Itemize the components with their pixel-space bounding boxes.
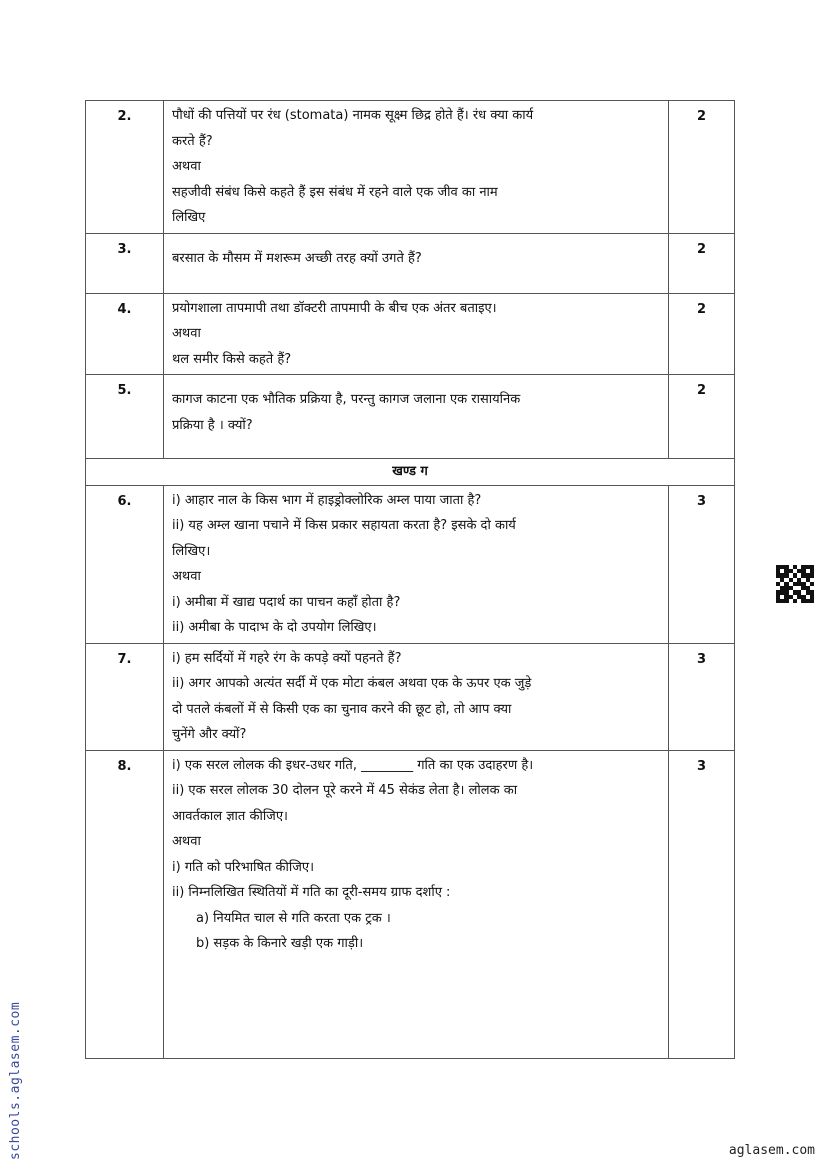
question-line: ii) अगर आपको अत्यंत सर्दी में एक मोटा कंबल अथवा एक के ऊपर एक जुड़े <box>172 676 532 691</box>
or-label: अथवा <box>172 159 201 174</box>
question-line: लिखिए <box>172 210 206 225</box>
watermark-bottom: aglasem.com <box>728 1143 815 1158</box>
question-line: बरसात के मौसम में मशरूम अच्छी तरह क्यों उगते हैं? <box>172 250 422 266</box>
or-label: अथवा <box>172 326 201 341</box>
question-marks: 2 <box>669 375 735 459</box>
qr-code-icon <box>776 565 814 603</box>
question-number: 2. <box>86 101 164 234</box>
question-line: ii) निम्नलिखित स्थितियों में गति का दूरी-समय ग्राफ दर्शाए : <box>172 885 451 900</box>
question-line: i) एक सरल लोलक की इधर-उधर गति, ________ गति का एक उदाहरण है। <box>172 757 534 773</box>
section-heading: खण्ड ग <box>86 459 735 486</box>
question-number: 8. <box>86 750 164 1058</box>
question-line: कागज काटना एक भौतिक प्रक्रिया है, परन्तु कागज जलाना एक रासायनिक <box>172 392 521 407</box>
question-subline: b) सड़क के किनारे खड़ी एक गाड़ी। <box>196 936 364 951</box>
question-line: थल समीर किसे कहते हैं? <box>172 351 292 367</box>
question-line: i) हम सर्दियों में गहरे रंग के कपड़े क्यों पहनते हैं? <box>172 650 402 666</box>
question-marks: 3 <box>669 643 735 750</box>
question-text <box>164 643 669 750</box>
question-text <box>164 375 669 459</box>
question-line: ii) एक सरल लोलक 30 दोलन पूरे करने में 45 सेकंड लेता है। लोलक का <box>172 783 518 798</box>
question-row-4 <box>86 293 735 375</box>
question-line: करते हैं? <box>172 133 213 149</box>
question-text <box>164 750 669 1058</box>
question-table <box>85 100 735 1059</box>
question-line: चुनेंगे और क्यों? <box>172 727 247 742</box>
question-text <box>164 485 669 643</box>
question-line: ii) यह अम्ल खाना पचाने में किस प्रकार सहायता करता है? इसके दो कार्य <box>172 518 516 533</box>
question-row-8 <box>86 750 735 1058</box>
watermark-side: schools.aglasem.com <box>8 1001 23 1160</box>
question-line: लिखिए। <box>172 543 211 559</box>
question-line: i) आहार नाल के किस भाग में हाइड्रोक्लोरिक अम्ल पाया जाता है? <box>172 492 482 508</box>
question-row-3 <box>86 233 735 293</box>
question-row-5 <box>86 375 735 459</box>
or-label: अथवा <box>172 569 201 584</box>
or-label: अथवा <box>172 834 201 849</box>
question-number: 7. <box>86 643 164 750</box>
question-line: i) गति को परिभाषित कीजिए। <box>172 859 315 875</box>
question-row-7 <box>86 643 735 750</box>
question-number: 3. <box>86 233 164 293</box>
question-line: पौधों की पत्तियों पर रंध (stomata) नामक सूक्ष्म छिद्र होते हैं। रंध क्या कार्य <box>172 108 534 123</box>
question-line: दो पतले कंबलों में से किसी एक का चुनाव करने की छूट हो, तो आप क्या <box>172 701 512 717</box>
question-marks: 2 <box>669 101 735 234</box>
question-number: 6. <box>86 485 164 643</box>
question-line: सहजीवी संबंध किसे कहते हैं इस संबंध में रहने वाले एक जीव का नाम <box>172 184 498 200</box>
question-subline: a) नियमित चाल से गति करता एक ट्रक । <box>196 910 391 926</box>
question-marks: 2 <box>669 293 735 375</box>
question-line: आवर्तकाल ज्ञात कीजिए। <box>172 808 288 824</box>
question-row-6 <box>86 485 735 643</box>
question-number: 5. <box>86 375 164 459</box>
question-text <box>164 101 669 234</box>
section-row <box>86 459 735 486</box>
question-marks: 3 <box>669 485 735 643</box>
question-line: ii) अमीबा के पादाभ के दो उपयोग लिखिए। <box>172 620 377 635</box>
question-line: प्रयोगशाला तापमापी तथा डॉक्टरी तापमापी के बीच एक अंतर बताइए। <box>172 300 497 316</box>
question-marks: 2 <box>669 233 735 293</box>
question-text <box>164 293 669 375</box>
question-line: i) अमीबा में खाद्य पदार्थ का पाचन कहाँ होता है? <box>172 594 401 610</box>
question-row-2 <box>86 101 735 234</box>
question-line: प्रक्रिया है । क्यों? <box>172 417 253 433</box>
question-marks: 3 <box>669 750 735 1058</box>
question-number: 4. <box>86 293 164 375</box>
question-text <box>164 233 669 293</box>
